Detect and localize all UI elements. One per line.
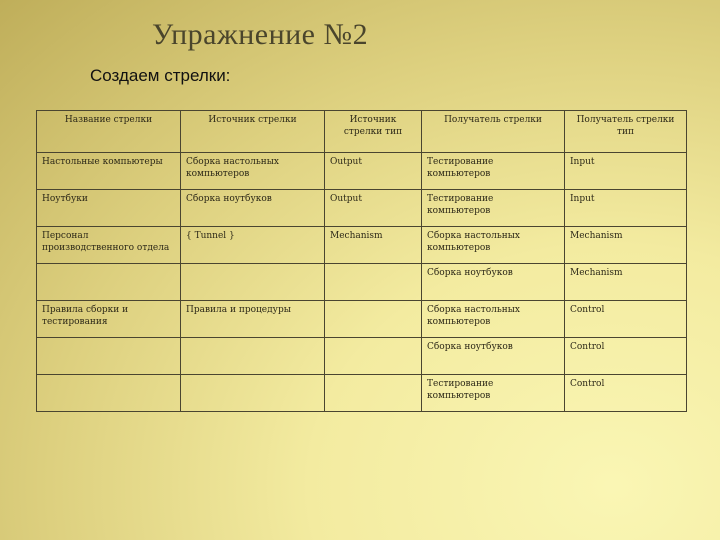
cell-arrow-source-type <box>325 338 422 375</box>
cell-arrow-source-type <box>325 301 422 338</box>
cell-arrow-source <box>181 264 325 301</box>
table-row <box>37 338 687 375</box>
cell-arrow-name: Правила сборки и тестирования <box>37 301 181 338</box>
cell-arrow-target: Тестирование компьютеров <box>422 190 565 227</box>
cell-arrow-source: Правила и процедуры <box>181 301 325 338</box>
cell-arrow-target-type: Input <box>565 153 687 190</box>
cell-arrow-target-type: Mechanism <box>565 227 687 264</box>
cell-arrow-target-type: Control <box>565 375 687 412</box>
arrows-table <box>36 110 687 412</box>
cell-arrow-target: Сборка настольных компьютеров <box>422 227 565 264</box>
cell-arrow-source-type: Output <box>325 153 422 190</box>
cell-arrow-source: Сборка ноутбуков <box>181 190 325 227</box>
cell-arrow-target: Сборка ноутбуков <box>422 264 565 301</box>
header-arrow-target: Получатель стрелки <box>422 111 565 153</box>
header-arrow-target-type: Получатель стрелки тип <box>565 111 687 153</box>
table-row <box>37 301 687 338</box>
table-row <box>37 264 687 301</box>
table-row <box>37 375 687 412</box>
table-row <box>37 153 687 190</box>
table-header-row <box>37 111 687 153</box>
cell-arrow-target: Тестирование компьютеров <box>422 375 565 412</box>
cell-arrow-name <box>37 375 181 412</box>
cell-arrow-target: Сборка настольных компьютеров <box>422 301 565 338</box>
cell-arrow-source: Сборка настольных компьютеров <box>181 153 325 190</box>
cell-arrow-name: Ноутбуки <box>37 190 181 227</box>
cell-arrow-target-type: Mechanism <box>565 264 687 301</box>
cell-arrow-name <box>37 338 181 375</box>
cell-arrow-source-type <box>325 264 422 301</box>
header-arrow-source: Источник стрелки <box>181 111 325 153</box>
cell-arrow-target-type: Input <box>565 190 687 227</box>
table-row <box>37 227 687 264</box>
cell-arrow-target-type: Control <box>565 338 687 375</box>
cell-arrow-target-type: Control <box>565 301 687 338</box>
cell-arrow-target: Тестирование компьютеров <box>422 153 565 190</box>
cell-arrow-source-type: Mechanism <box>325 227 422 264</box>
table-row <box>37 190 687 227</box>
slide-title: Упражнение №2 <box>152 18 369 51</box>
cell-arrow-source <box>181 338 325 375</box>
cell-arrow-name: Настольные компьютеры <box>37 153 181 190</box>
cell-arrow-name <box>37 264 181 301</box>
cell-arrow-source-type <box>325 375 422 412</box>
cell-arrow-target: Сборка ноутбуков <box>422 338 565 375</box>
cell-arrow-source: { Tunnel } <box>181 227 325 264</box>
cell-arrow-source-type: Output <box>325 190 422 227</box>
cell-arrow-source <box>181 375 325 412</box>
slide-subtitle: Создаем стрелки: <box>90 66 231 85</box>
cell-arrow-name: Персонал производственного отдела <box>37 227 181 264</box>
header-arrow-source-type: Источник стрелки тип <box>325 111 422 153</box>
header-arrow-name: Название стрелки <box>37 111 181 153</box>
